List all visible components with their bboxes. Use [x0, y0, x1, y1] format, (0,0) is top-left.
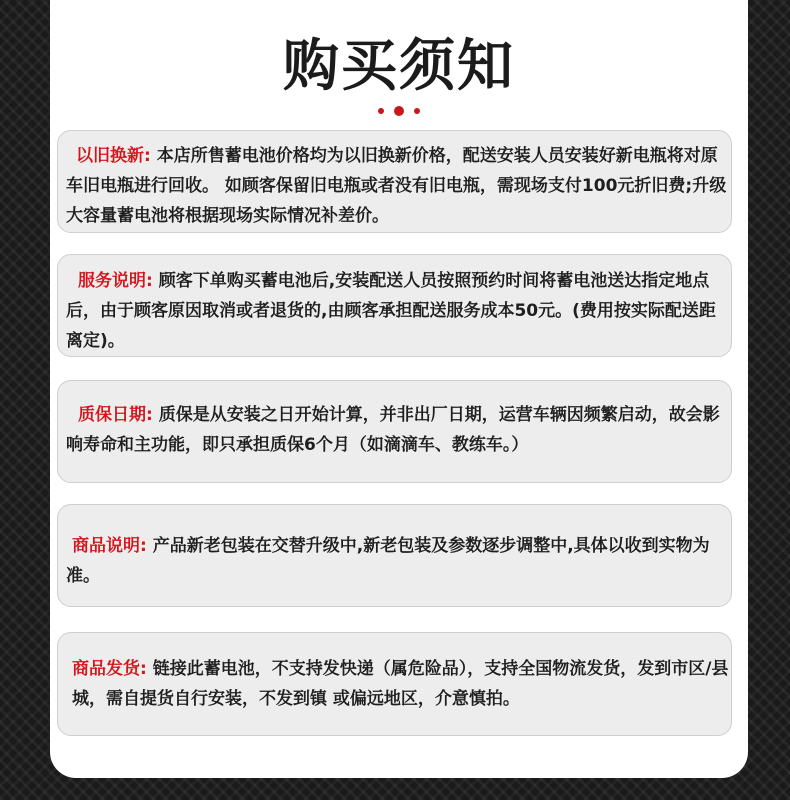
notice-service — [57, 254, 732, 357]
notice-shipping — [57, 632, 732, 736]
notice-label: 以旧换新: — [76, 146, 151, 166]
notice-label: 商品说明: — [72, 536, 147, 556]
title-divider-dots — [50, 100, 748, 119]
notice-text: 产品新老包装在交替升级中,新老包装及参数逐步调整中,具体以收到实物为准。 — [66, 536, 710, 586]
divider-dot-right — [414, 108, 420, 114]
notice-text: 本店所售蓄电池价格均为以旧换新价格，配送安装人员安装好新电瓶将对原车旧电瓶进行回收。 如顾客保留旧电瓶或者没有旧电瓶，需现场支付100元折旧费;升级大容量蓄电池将根据现场实际情况补差价。 — [66, 146, 727, 226]
notice-product — [57, 504, 732, 607]
divider-dot-center — [394, 106, 404, 116]
notice-text: 顾客下单购买蓄电池后,安装配送人员按照预约时间将蓄电池送达指定地点后，由于顾客原因取消或者退货的,由顾客承担配送服务成本50元。(费用按实际配送距离定)。 — [66, 271, 716, 351]
page-title: 购买须知 — [283, 34, 515, 99]
notice-label: 商品发货: — [72, 659, 147, 679]
notice-label: 质保日期: — [78, 405, 153, 425]
divider-dot-left — [378, 108, 384, 114]
notice-text: 质保是从安装之日开始计算，并非出厂日期，运营车辆因频繁启动，故会影响寿命和主功能，即只承担质保6个月（如滴滴车、教练车。） — [66, 405, 720, 455]
notice-text: 链接此蓄电池，不支持发快递（属危险品），支持全国物流发货，发到市区/县城，需自提货自行安装，不发到镇 或偏远地区，介意慎拍。 — [72, 659, 729, 709]
notice-warranty — [57, 380, 732, 483]
notice-label: 服务说明: — [78, 271, 153, 291]
notice-trade-in — [57, 130, 732, 233]
